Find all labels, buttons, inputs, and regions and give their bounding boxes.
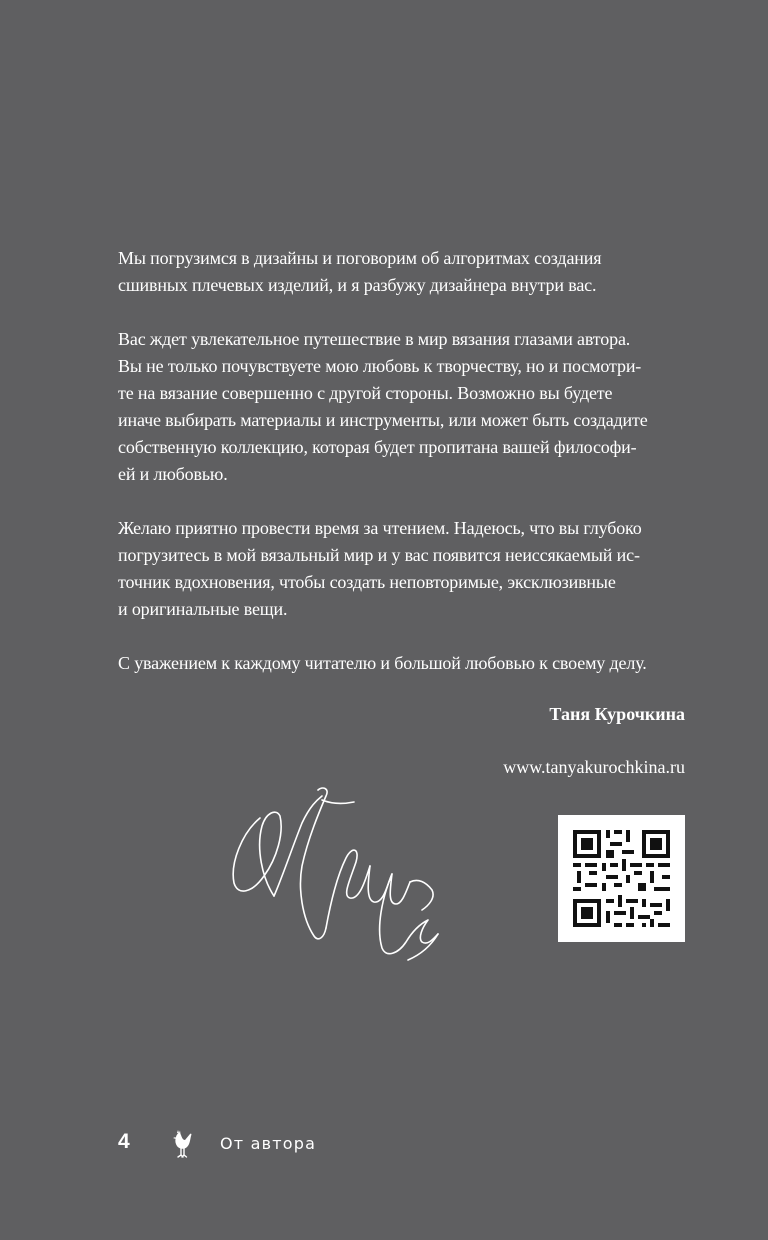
page-number: 4 (118, 1130, 130, 1153)
website-link[interactable]: www.tanyakurochkina.ru (503, 757, 685, 777)
chicken-icon (172, 1128, 194, 1158)
page-footer (118, 1128, 518, 1164)
qr-code[interactable] (558, 815, 685, 942)
section-title: От автора (220, 1134, 317, 1153)
paragraph-3: Желаю приятно провести время за чтением. Надеюсь, что вы глубоко погрузитесь в мой вязальный мир и у вас появится неиссякаемый ис- точник вдохновения, чтобы создать неповторимые, эксклюзивные и оригинальные вещи. (118, 518, 642, 619)
paragraph-2: Вас ждет увлекательное путешествие в мир вязания глазами автора. Вы не только почувствуете мою любовь к творчеству, но и посмотри- те на вязание совершенно с другой стороны. Возможно вы будете иначе выбирать материалы и инструменты, или может быть создадите собственную коллекцию, которая будет пропитана вашей философи- ей и любовью. (118, 329, 648, 484)
author-name: Таня Курочкина (549, 704, 685, 724)
paragraph-1: Мы погрузимся в дизайны и поговорим об алгоритмах создания сшивных плечевых изделий, и я разбужу дизайнера внутри вас. (118, 248, 602, 295)
body-text (118, 245, 688, 704)
signature-image (222, 778, 452, 963)
paragraph-4: С уважением к каждому читателю и большой любовью к своему делу. (118, 653, 647, 673)
